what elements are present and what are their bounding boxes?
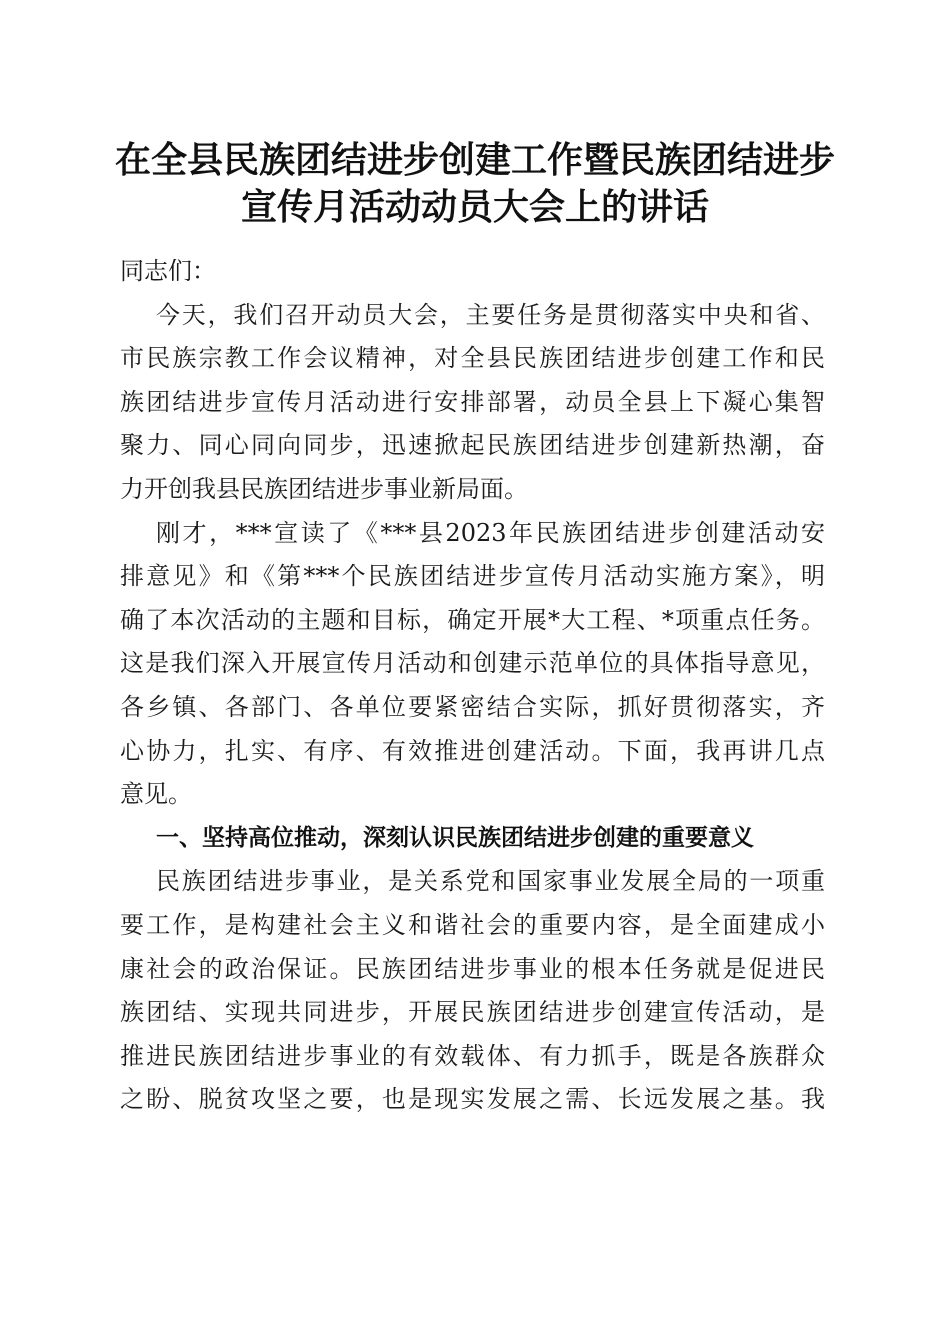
paragraph-line: 确了本次活动的主题和目标，确定开展*大工程、*项重点任务。 <box>120 605 825 634</box>
document-title-line-2: 宣传月活动动员大会上的讲话 <box>240 186 709 228</box>
document-body <box>120 250 825 1122</box>
paragraph-line: 之盼、脱贫攻坚之要，也是现实发展之需、长远发展之基。我 <box>120 1085 825 1114</box>
paragraph-line: 市民族宗教工作会议精神，对全县民族团结进步创建工作和民 <box>120 344 825 373</box>
paragraph-line: 民族团结进步事业，是关系党和国家事业发展全局的一项重 <box>156 867 825 896</box>
paragraph-line: 要工作，是构建社会主义和谐社会的重要内容，是全面建成小 <box>120 910 825 939</box>
paragraph-line: 族团结、实现共同进步，开展民族团结进步创建宣传活动，是 <box>120 998 825 1027</box>
paragraph-line: 推进民族团结进步事业的有效载体、有力抓手，既是各族群众 <box>120 1041 825 1070</box>
paragraph-line: 康社会的政治保证。民族团结进步事业的根本任务就是促进民 <box>120 954 825 983</box>
paragraph-line: 意见。 <box>120 780 192 809</box>
paragraph-line: 这是我们深入开展宣传月活动和创建示范单位的具体指导意见， <box>120 649 825 678</box>
paragraph-line: 今天，我们召开动员大会，主要任务是贯彻落实中央和省、 <box>156 300 825 329</box>
document-title-line-1: 在全县民族团结进步创建工作暨民族团结进步 <box>114 139 835 181</box>
salutation: 同志们： <box>120 257 216 285</box>
section-heading: 一、坚持高位推动，深刻认识民族团结进步创建的重要意义 <box>156 824 754 851</box>
paragraph-line: 族团结进步宣传月活动进行安排部署，动员全县上下凝心集智 <box>120 387 825 416</box>
paragraph-line: 排意见》和《第***个民族团结进步宣传月活动实施方案》，明 <box>120 562 825 591</box>
paragraph-line: 刚才，***宣读了《***县2023年民族团结进步创建活动安 <box>156 518 825 547</box>
paragraph-line: 聚力、同心同向同步，迅速掀起民族团结进步创建新热潮，奋 <box>120 431 825 460</box>
paragraph-line: 心协力，扎实、有序、有效推进创建活动。下面，我再讲几点 <box>120 736 825 765</box>
paragraph-line: 各乡镇、各部门、各单位要紧密结合实际，抓好贯彻落实，齐 <box>120 692 825 721</box>
paragraph-line: 力开创我县民族团结进步事业新局面。 <box>120 474 528 503</box>
